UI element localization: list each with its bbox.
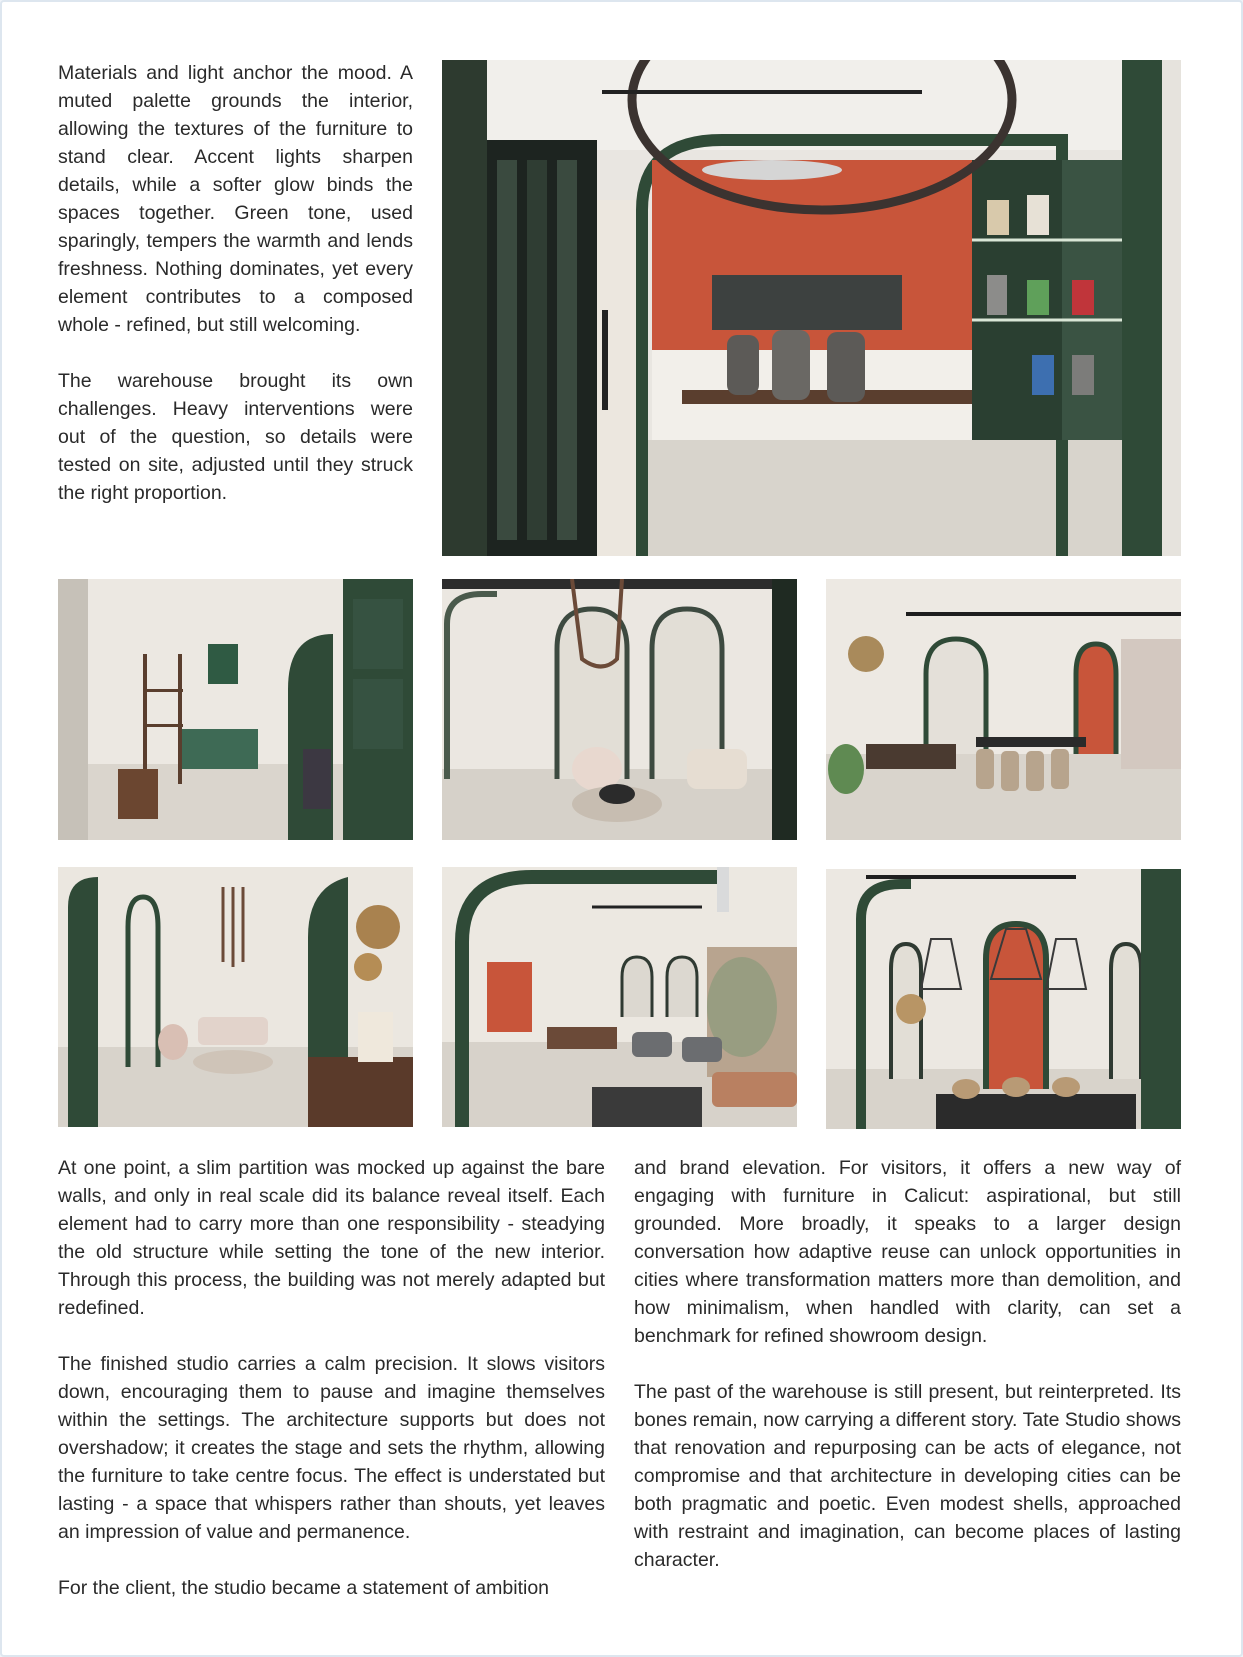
body-left-paragraph-2: The finished studio carries a calm precision. It slows visitors down, encouraging them to pause and imagine themselves within the settings. The architecture supports but does not overshadow; it creates the stage and sets the rhythm, allowing the furniture to take centre focus. The effect is understated but lasting - a space that whispers rather than shouts, yet leaves an impression of value and permanence. xyxy=(58,1353,605,1543)
body-left-paragraph-3: For the client, the studio became a statement of ambition xyxy=(58,1577,550,1599)
photo-sofa-lounge xyxy=(58,867,413,1127)
intro-paragraph-1: Materials and light anchor the mood. A muted palette grounds the interior, allowing the textures of the furniture to stand clear. Accent lights sharpen details, while a softer glow binds the spaces together. Green tone, used sparingly, tempers the warmth and lends freshness. Nothing dominates, yet every element contributes to a composed whole - refined, but still welcoming. xyxy=(58,62,413,336)
body-right-paragraph-1: and brand elevation. For visitors, it offers a new way of engaging with furniture in Calicut: aspirational, but still grounded. More broadly, it speaks to a larger design conversation how adaptive reuse can unlock opportunities in cities where transformation matters more than demolition, and how minimalism, when handled with clarity, can set a benchmark for refined showroom design. xyxy=(634,1157,1181,1347)
hero-photo-meeting-room xyxy=(442,60,1181,556)
body-text-left-column xyxy=(58,1154,605,1602)
body-right-paragraph-2: The past of the warehouse is still present, but reinterpreted. Its bones remain, now carrying a different story. Tate Studio shows that renovation and repurposing can be acts of elegance, not compromise and that architecture in developing cities can be both pragmatic and poetic. Even modest shells, approached with restraint and imagination, can become places of lasting character. xyxy=(634,1381,1181,1571)
photo-reception xyxy=(58,579,413,840)
photo-dining-area xyxy=(826,579,1181,840)
photo-arches-dining xyxy=(826,869,1181,1129)
intro-text-column xyxy=(58,59,413,507)
body-text-right-column xyxy=(634,1154,1181,1574)
photo-showroom-floor xyxy=(442,867,797,1127)
body-left-paragraph-1: At one point, a slim partition was mocked up against the bare walls, and only in real scale did its balance reveal itself. Each element had to carry more than one responsibility - steadying the old structure while setting the tone of the new interior. Through this process, the building was not merely adapted but redefined. xyxy=(58,1157,605,1319)
intro-paragraph-2: The warehouse brought its own challenges. Heavy interventions were out of the question, so details were tested on site, adjusted until they struck the right proportion. xyxy=(58,370,413,504)
photo-lounge-arches xyxy=(442,579,797,840)
